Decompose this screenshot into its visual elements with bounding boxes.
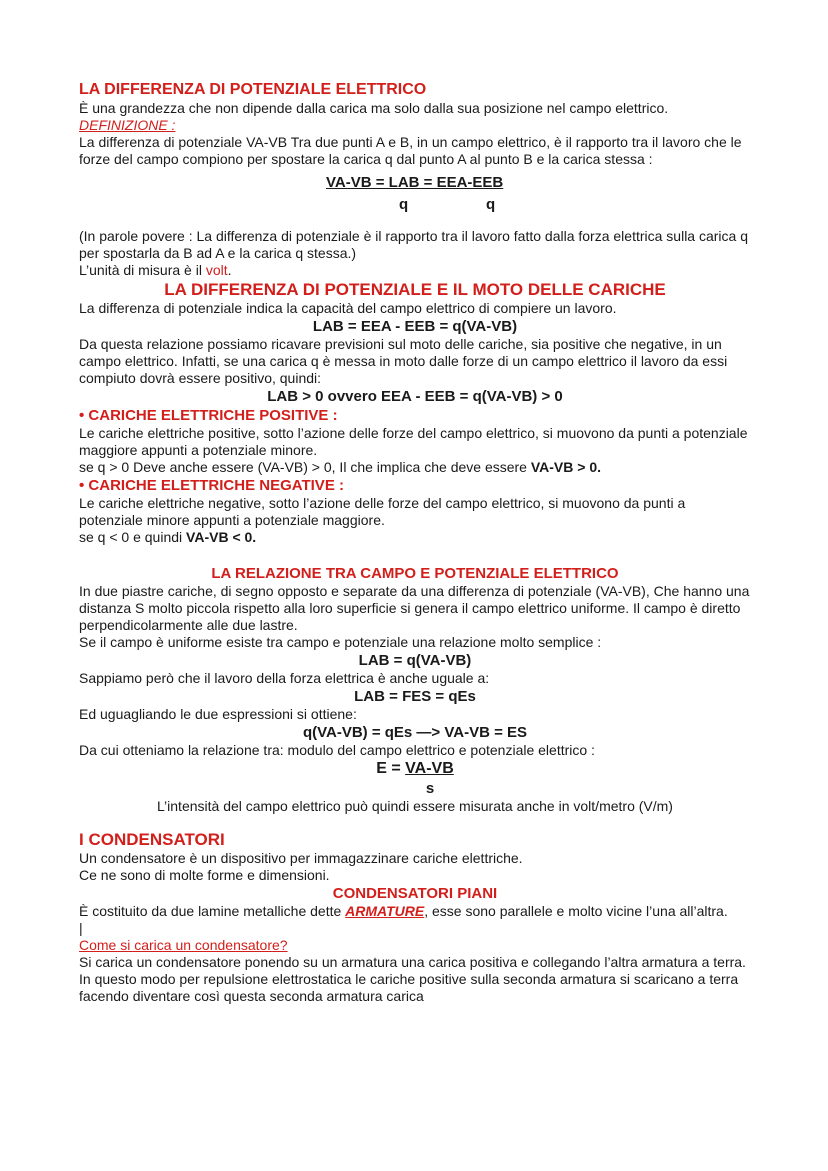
s3-p4: Ed uguagliando le due espressioni si ottiene: [79, 706, 357, 722]
armature-term: ARMATURE [345, 903, 425, 919]
s3-p1: In due piastre cariche, di segno opposto e separate da una differenza di potenziale (VA-VB), Che hanno una distanza S molto piccola rispetto alla loro superficie si genera il campo elettrico uniforme. Il campo è diretto perpendicolarmente alle due lastre. [79, 583, 750, 633]
unit-suffix: . [227, 262, 232, 278]
unit-line [79, 262, 751, 279]
equation-field [79, 759, 751, 779]
s4-p3-start: È costituito da due lamine metalliche dette [79, 903, 346, 919]
document-page [79, 80, 751, 1005]
s2-p2: Da questa relazione possiamo ricavare previsioni sul moto delle cariche, sia positive che negative, in un campo elettrico. Infatti, se una carica q è messa in moto dalle forze di un campo elettrico il lavoro da essi compiuto dovrà essere positivo, quindi: [79, 336, 728, 386]
s4-p4: Si carica un condensatore ponendo su un armatura una carica positiva e collegando l’altra armatura a terra. In questo modo per repulsione elettrostatica le cariche positive sulla seconda armatura si scaricano a terra facendo diventare così questa seconda armatura carica [79, 954, 746, 1004]
formula-top: VA-VB = LAB = EEA-EEB [326, 174, 504, 191]
s4-p3 [79, 903, 751, 920]
positive-charges-title: • CARICHE ELETTRICHE POSITIVE : [79, 407, 338, 424]
positive-charges-text: Le cariche elettriche positive, sotto l’azione delle forze del campo elettrico, si muovono da punti a potenziale maggiore appunti a potenziale minore. [79, 425, 748, 458]
s3-p3: Sappiamo però che il lavoro della forza elettrica è anche uguale a: [79, 670, 490, 686]
equation-positive-work: LAB > 0 ovvero EEA - EEB = q(VA-VB) > 0 [267, 388, 563, 405]
formula-definition [79, 174, 751, 196]
formula-denominators [79, 196, 751, 218]
plain-explanation: (In parole povere : La differenza di potenziale è il rapporto tra il lavoro fatto dalla forza elettrica sulla carica q per spostarla da B ad A e la carica q stessa.) [79, 228, 748, 261]
s3-p6: L’intensità del campo elettrico può quindi essere misurata anche in volt/metro (V/m) [157, 798, 673, 814]
definition-text: La differenza di potenziale VA-VB Tra due punti A e B, in un campo elettrico, è il rapporto tra il lavoro che le forze del campo compiono per spostare la carica q dal punto A al punto B e la carica stessa : [79, 134, 742, 167]
how-to-charge-link[interactable]: Come si carica un condensatore? [79, 937, 288, 953]
section-title-capacitors: I CONDENSATORI [79, 830, 225, 849]
equation-lab: LAB = q(VA-VB) [358, 652, 472, 669]
negative-charges-text: Le cariche elettriche negative, sotto l’azione delle forze del campo elettrico, si muovono da punti a potenziale minore appunti a potenziale maggiore. [79, 495, 686, 528]
formula-q2: q [486, 196, 496, 213]
negative-condition-result: VA-VB < 0. [186, 529, 257, 545]
s3-p2: Se il campo è uniforme esiste tra campo e potenziale una relazione molto semplice : [79, 634, 602, 650]
negative-condition-text: se q < 0 e quindi [79, 529, 187, 545]
negative-charges-title: • CARICHE ELETTRICHE NEGATIVE : [79, 477, 344, 494]
s3-p5: Da cui otteniamo la relazione tra: modulo del campo elettrico e potenziale elettrico : [79, 742, 595, 758]
section-title-field-potential: LA RELAZIONE TRA CAMPO E POTENZIALE ELETTRICO [211, 565, 619, 582]
unit-prefix: L’unità di misura è il [79, 262, 206, 278]
s2-p1: La differenza di potenziale indica la capacità del campo elettrico di compiere un lavoro. [79, 300, 617, 316]
formula-q1: q [399, 196, 409, 213]
equation-field-numerator: VA-VB [405, 760, 454, 777]
equation-work: LAB = EEA - EEB = q(VA-VB) [312, 318, 518, 335]
subsection-title-plane-capacitors: CONDENSATORI PIANI [332, 885, 498, 902]
equation-field-left: E = [376, 760, 406, 777]
positive-condition-text: se q > 0 Deve anche essere (VA-VB) > 0, Il che implica che deve essere [79, 459, 531, 475]
positive-condition-result: VA-VB > 0. [530, 459, 602, 475]
section-title-motion: LA DIFFERENZA DI POTENZIALE E IL MOTO DELLE CARICHE [164, 280, 666, 299]
s4-p2: Ce ne sono di molte forme e dimensioni. [79, 867, 330, 883]
s4-p1: Un condensatore è un dispositivo per immagazzinare cariche elettriche. [79, 850, 523, 866]
equation-field-denominator: s [425, 780, 435, 797]
positive-condition [79, 459, 751, 476]
text-cursor: | [79, 920, 83, 936]
intro-text: È una grandezza che non dipende dalla carica ma solo dalla sua posizione nel campo elettrico. [79, 100, 669, 116]
equation-force: LAB = FES = qEs [354, 688, 476, 705]
equation-combined: q(VA-VB) = qEs —> VA-VB = ES [302, 724, 528, 741]
s4-p3-end: , esse sono parallele e molto vicine l’una all’altra. [424, 903, 728, 919]
negative-condition [79, 529, 751, 546]
definition-label: DEFINIZIONE : [79, 117, 176, 133]
section-title-potential-difference: LA DIFFERENZA DI POTENZIALE ELETTRICO [79, 81, 427, 98]
unit-word-volt: volt [205, 262, 228, 278]
